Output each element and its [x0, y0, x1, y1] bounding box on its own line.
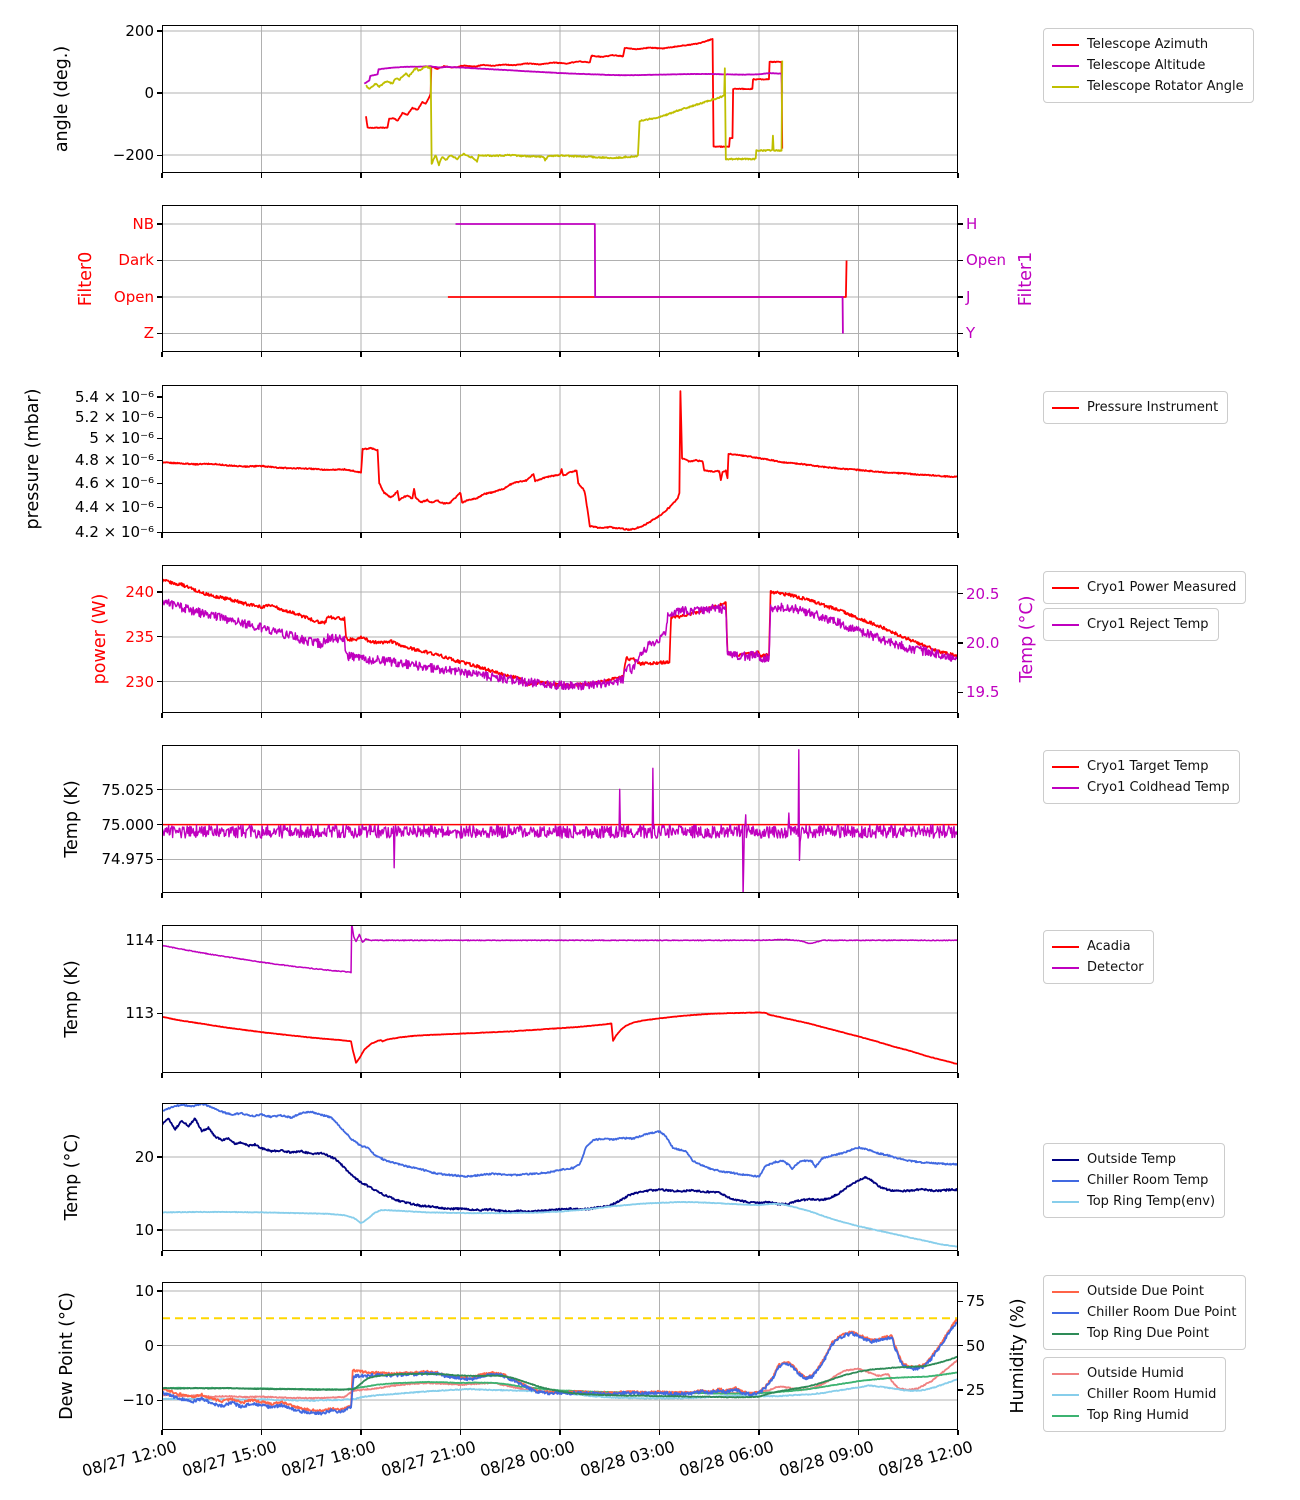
y-tick-label-right: H — [966, 214, 978, 233]
x-tick-mark — [659, 713, 660, 718]
legend-item — [1052, 1281, 1236, 1302]
x-tick-label: 08/28 00:00 — [478, 1437, 577, 1481]
y-tick-mark — [157, 483, 162, 484]
y-tick-mark — [157, 155, 162, 156]
y-tick-label: 240 — [125, 582, 154, 601]
x-tick-label: 08/28 12:00 — [876, 1437, 975, 1481]
legend-item — [1052, 397, 1218, 418]
y-tick-mark-right — [958, 1389, 963, 1390]
legend-item — [1052, 1170, 1215, 1191]
y-tick-label-right: 25 — [966, 1380, 986, 1399]
y-tick-label: 4.8 × 10⁻⁶ — [75, 451, 154, 470]
y-tick-mark — [157, 438, 162, 439]
legend — [1043, 930, 1154, 984]
y-tick-mark-right — [958, 333, 963, 334]
x-tick-mark — [161, 173, 162, 178]
y-tick-mark-right — [958, 642, 963, 643]
y-axis-label: Temp (K) — [62, 960, 82, 1038]
y-tick-mark — [157, 1013, 162, 1014]
y-axis-label: Filter0 — [76, 251, 96, 306]
x-tick-mark — [758, 713, 759, 718]
y-tick-mark — [157, 507, 162, 508]
y-tick-mark — [157, 30, 162, 31]
legend-item — [1052, 34, 1244, 55]
x-tick-mark — [659, 1251, 660, 1256]
legend-item-label: Top Ring Temp(env) — [1087, 1194, 1216, 1209]
x-tick-mark — [957, 1073, 958, 1078]
x-tick-mark — [758, 1073, 759, 1078]
y-axis-label-right: Temp (°C) — [1017, 595, 1037, 683]
legend-item-label: Detector — [1087, 960, 1144, 975]
x-tick-mark — [858, 352, 859, 357]
legend-line-swatch — [1052, 1312, 1079, 1314]
x-tick-mark — [161, 533, 162, 538]
x-tick-mark — [360, 1073, 361, 1078]
legend-line-swatch — [1052, 1180, 1079, 1182]
x-tick-mark — [957, 533, 958, 538]
y-tick-mark — [157, 396, 162, 397]
x-tick-mark — [460, 533, 461, 538]
y-tick-mark — [157, 1156, 162, 1157]
y-tick-label: 230 — [125, 672, 154, 691]
x-tick-mark — [758, 352, 759, 357]
legend — [1043, 750, 1240, 804]
y-tick-label: 75.000 — [101, 815, 154, 834]
y-tick-label-right: 75 — [966, 1292, 986, 1311]
x-tick-mark — [858, 1073, 859, 1078]
x-tick-mark — [161, 352, 162, 357]
plot-area-detector-temps — [162, 925, 958, 1073]
x-tick-label: 08/27 15:00 — [179, 1437, 279, 1481]
x-tick-mark — [957, 1251, 958, 1256]
x-tick-mark — [559, 1430, 560, 1435]
legend-item-label: Cryo1 Power Measured — [1087, 580, 1237, 595]
plot-area-dew-humidity — [162, 1282, 958, 1430]
x-tick-mark — [360, 1430, 361, 1435]
y-tick-label: NB — [132, 214, 154, 233]
legend-item — [1052, 1384, 1216, 1405]
legend — [1043, 608, 1219, 641]
y-tick-label-right: Open — [966, 251, 1007, 270]
y-tick-label: 10 — [134, 1220, 154, 1239]
x-tick-mark — [858, 173, 859, 178]
x-tick-mark — [758, 1430, 759, 1435]
x-tick-mark — [559, 352, 560, 357]
legend-line-swatch — [1052, 624, 1079, 626]
x-tick-mark — [758, 1251, 759, 1256]
legend-line-swatch — [1052, 1333, 1079, 1335]
x-tick-mark — [460, 1251, 461, 1256]
x-tick-mark — [261, 1251, 262, 1256]
y-tick-label: 0 — [144, 1336, 154, 1355]
y-tick-mark-right — [958, 223, 963, 224]
y-tick-label: 0 — [144, 83, 154, 102]
plot-area-cryo1-power — [162, 565, 958, 713]
x-tick-mark — [161, 1073, 162, 1078]
legend-item — [1052, 1363, 1216, 1384]
x-tick-mark — [460, 173, 461, 178]
x-tick-mark — [161, 893, 162, 898]
y-tick-label: 4.2 × 10⁻⁶ — [75, 523, 154, 542]
legend-item — [1052, 777, 1230, 798]
legend-item — [1052, 957, 1144, 978]
y-tick-label-right: 20.5 — [966, 584, 1000, 603]
x-tick-mark — [360, 893, 361, 898]
y-tick-label-right: Y — [966, 324, 976, 343]
y-tick-mark-right — [958, 593, 963, 594]
y-tick-label: −10 — [122, 1391, 154, 1410]
y-tick-label: 114 — [125, 931, 154, 950]
y-tick-label: 75.025 — [101, 780, 154, 799]
x-tick-mark — [559, 713, 560, 718]
y-axis-label: Temp (K) — [62, 780, 82, 858]
y-tick-label: 10 — [134, 1281, 154, 1300]
y-tick-mark — [157, 940, 162, 941]
y-tick-label-right: 50 — [966, 1336, 986, 1355]
legend-line-swatch — [1052, 1159, 1079, 1161]
x-tick-mark — [758, 533, 759, 538]
y-tick-mark-right — [958, 692, 963, 693]
legend-item — [1052, 756, 1230, 777]
y-axis-label: Dew Point (°C) — [57, 1292, 77, 1420]
x-tick-label: 08/27 12:00 — [80, 1437, 179, 1481]
x-tick-mark — [957, 1430, 958, 1435]
x-tick-mark — [360, 352, 361, 357]
legend-item-label: Cryo1 Coldhead Temp — [1087, 780, 1230, 795]
legend-line-swatch — [1052, 1415, 1079, 1417]
y-axis-label-right: Filter1 — [1016, 251, 1036, 306]
y-tick-mark — [157, 1229, 162, 1230]
legend-line-swatch — [1052, 766, 1079, 768]
legend-item — [1052, 1323, 1236, 1344]
y-tick-label: 74.975 — [101, 850, 154, 869]
x-tick-mark — [261, 352, 262, 357]
x-tick-mark — [659, 1430, 660, 1435]
x-tick-label: 08/28 03:00 — [577, 1437, 677, 1481]
legend-item-label: Top Ring Humid — [1087, 1408, 1189, 1423]
x-tick-mark — [559, 1251, 560, 1256]
y-tick-label: 5 × 10⁻⁶ — [89, 429, 154, 448]
legend-item-label: Outside Temp — [1087, 1152, 1176, 1167]
y-tick-label-right: J — [966, 287, 971, 306]
x-tick-label: 08/27 21:00 — [378, 1437, 478, 1481]
y-tick-mark-right — [958, 260, 963, 261]
plot-area-telescope-angles — [162, 25, 958, 173]
x-tick-mark — [559, 893, 560, 898]
x-tick-mark — [261, 533, 262, 538]
x-tick-mark — [161, 713, 162, 718]
x-tick-mark — [261, 173, 262, 178]
x-tick-mark — [261, 1430, 262, 1435]
legend-item — [1052, 1191, 1215, 1212]
y-tick-label: 235 — [125, 627, 154, 646]
x-tick-mark — [957, 713, 958, 718]
x-tick-mark — [460, 1430, 461, 1435]
y-tick-label: 113 — [125, 1004, 154, 1023]
x-tick-mark — [758, 173, 759, 178]
y-tick-mark-right — [958, 1301, 963, 1302]
x-tick-mark — [957, 352, 958, 357]
legend-item — [1052, 936, 1144, 957]
x-tick-mark — [957, 893, 958, 898]
x-tick-mark — [559, 1073, 560, 1078]
y-tick-mark — [157, 824, 162, 825]
plot-area-cryo1-temps — [162, 745, 958, 893]
x-tick-mark — [659, 1073, 660, 1078]
y-tick-mark — [157, 636, 162, 637]
y-tick-label: Open — [113, 287, 154, 306]
x-tick-mark — [360, 1251, 361, 1256]
y-tick-label: Dark — [118, 251, 154, 270]
x-tick-mark — [161, 1251, 162, 1256]
legend-line-swatch — [1052, 44, 1079, 46]
x-tick-mark — [261, 713, 262, 718]
legend-item-label: Chiller Room Temp — [1087, 1173, 1209, 1188]
x-tick-mark — [957, 173, 958, 178]
y-tick-mark — [157, 460, 162, 461]
x-tick-label: 08/28 06:00 — [677, 1437, 776, 1481]
legend-item-label: Telescope Azimuth — [1087, 37, 1209, 52]
legend-item-label: Telescope Altitude — [1087, 58, 1206, 73]
legend-item — [1052, 1405, 1216, 1426]
x-tick-label: 08/27 18:00 — [279, 1437, 378, 1481]
x-tick-mark — [360, 533, 361, 538]
x-tick-label: 08/28 09:00 — [776, 1437, 876, 1481]
y-tick-mark — [157, 681, 162, 682]
legend-item-label: Chiller Room Due Point — [1087, 1305, 1237, 1320]
legend-line-swatch — [1052, 587, 1079, 589]
y-axis-label-right: Humidity (%) — [1008, 1298, 1028, 1414]
y-tick-mark — [157, 223, 162, 224]
legend-item-label: Top Ring Due Point — [1087, 1326, 1209, 1341]
legend-item — [1052, 55, 1244, 76]
x-tick-mark — [858, 713, 859, 718]
legend-item — [1052, 577, 1236, 598]
y-tick-label: 5.4 × 10⁻⁶ — [75, 387, 154, 406]
y-tick-mark — [157, 333, 162, 334]
x-tick-mark — [559, 173, 560, 178]
plot-area-filters — [162, 205, 958, 352]
legend — [1043, 571, 1246, 604]
x-tick-mark — [460, 352, 461, 357]
legend — [1043, 28, 1254, 103]
series-filter1-state — [456, 224, 843, 334]
y-tick-mark-right — [958, 296, 963, 297]
legend-item — [1052, 76, 1244, 97]
series-telescope-azimuth — [366, 39, 782, 149]
legend — [1043, 1357, 1226, 1432]
legend-item-label: Cryo1 Target Temp — [1087, 759, 1209, 774]
legend-line-swatch — [1052, 407, 1079, 409]
legend-item-label: Pressure Instrument — [1087, 400, 1219, 415]
x-tick-mark — [659, 352, 660, 357]
legend-line-swatch — [1052, 1201, 1079, 1203]
series-filter0-state — [448, 260, 847, 297]
legend-item-label: Acadia — [1087, 939, 1131, 954]
y-tick-label: 20 — [134, 1147, 154, 1166]
legend-line-swatch — [1052, 65, 1079, 67]
legend — [1043, 1143, 1225, 1218]
legend-item-label: Cryo1 Reject Temp — [1087, 617, 1209, 632]
legend-item-label: Chiller Room Humid — [1087, 1387, 1217, 1402]
y-tick-label-right: 20.0 — [966, 633, 1000, 652]
x-tick-mark — [758, 893, 759, 898]
y-tick-mark — [157, 1290, 162, 1291]
y-tick-label: 200 — [125, 21, 154, 40]
plot-area-pressure — [162, 385, 958, 533]
legend-item — [1052, 1149, 1215, 1170]
y-axis-label: Temp (°C) — [62, 1133, 82, 1221]
x-tick-mark — [261, 893, 262, 898]
y-tick-mark — [157, 1345, 162, 1346]
legend-line-swatch — [1052, 967, 1079, 969]
y-tick-label: −200 — [112, 146, 154, 164]
legend-line-swatch — [1052, 1291, 1079, 1293]
x-tick-mark — [858, 1251, 859, 1256]
x-tick-mark — [659, 533, 660, 538]
x-tick-mark — [460, 893, 461, 898]
y-tick-mark-right — [958, 1345, 963, 1346]
legend-item — [1052, 1302, 1236, 1323]
y-tick-mark — [157, 260, 162, 261]
legend-line-swatch — [1052, 1394, 1079, 1396]
y-tick-label-right: 19.5 — [966, 683, 1000, 702]
y-tick-mark — [157, 296, 162, 297]
x-tick-mark — [161, 1430, 162, 1435]
x-tick-mark — [460, 713, 461, 718]
y-tick-label: Z — [143, 324, 154, 343]
series-telescope-rotator-angle — [366, 61, 782, 166]
y-tick-mark — [157, 789, 162, 790]
legend-item-label: Telescope Rotator Angle — [1087, 79, 1244, 94]
plot-area-room-temps — [162, 1103, 958, 1251]
legend-item — [1052, 614, 1209, 635]
x-tick-mark — [858, 1430, 859, 1435]
y-tick-mark — [157, 1400, 162, 1401]
y-axis-label: power (W) — [90, 593, 110, 685]
legend-item-label: Outside Due Point — [1087, 1284, 1204, 1299]
y-tick-mark — [157, 92, 162, 93]
y-axis-label: angle (deg.) — [52, 45, 72, 153]
x-tick-mark — [460, 1073, 461, 1078]
legend-line-swatch — [1052, 86, 1079, 88]
legend — [1043, 391, 1228, 424]
y-tick-mark — [157, 417, 162, 418]
y-tick-label: 4.4 × 10⁻⁶ — [75, 498, 154, 517]
x-tick-mark — [261, 1073, 262, 1078]
x-tick-mark — [858, 893, 859, 898]
x-tick-mark — [360, 173, 361, 178]
legend-line-swatch — [1052, 1373, 1079, 1375]
x-tick-mark — [360, 713, 361, 718]
legend-line-swatch — [1052, 787, 1079, 789]
series-telescope-altitude — [364, 66, 782, 93]
x-tick-mark — [659, 893, 660, 898]
y-tick-label: 4.6 × 10⁻⁶ — [75, 474, 154, 493]
x-tick-mark — [659, 173, 660, 178]
y-axis-label: pressure (mbar) — [23, 388, 43, 530]
x-tick-mark — [559, 533, 560, 538]
y-tick-mark — [157, 591, 162, 592]
legend-line-swatch — [1052, 946, 1079, 948]
x-tick-mark — [858, 533, 859, 538]
y-tick-mark — [157, 859, 162, 860]
legend — [1043, 1275, 1246, 1350]
legend-item-label: Outside Humid — [1087, 1366, 1184, 1381]
y-tick-label: 5.2 × 10⁻⁶ — [75, 408, 154, 427]
